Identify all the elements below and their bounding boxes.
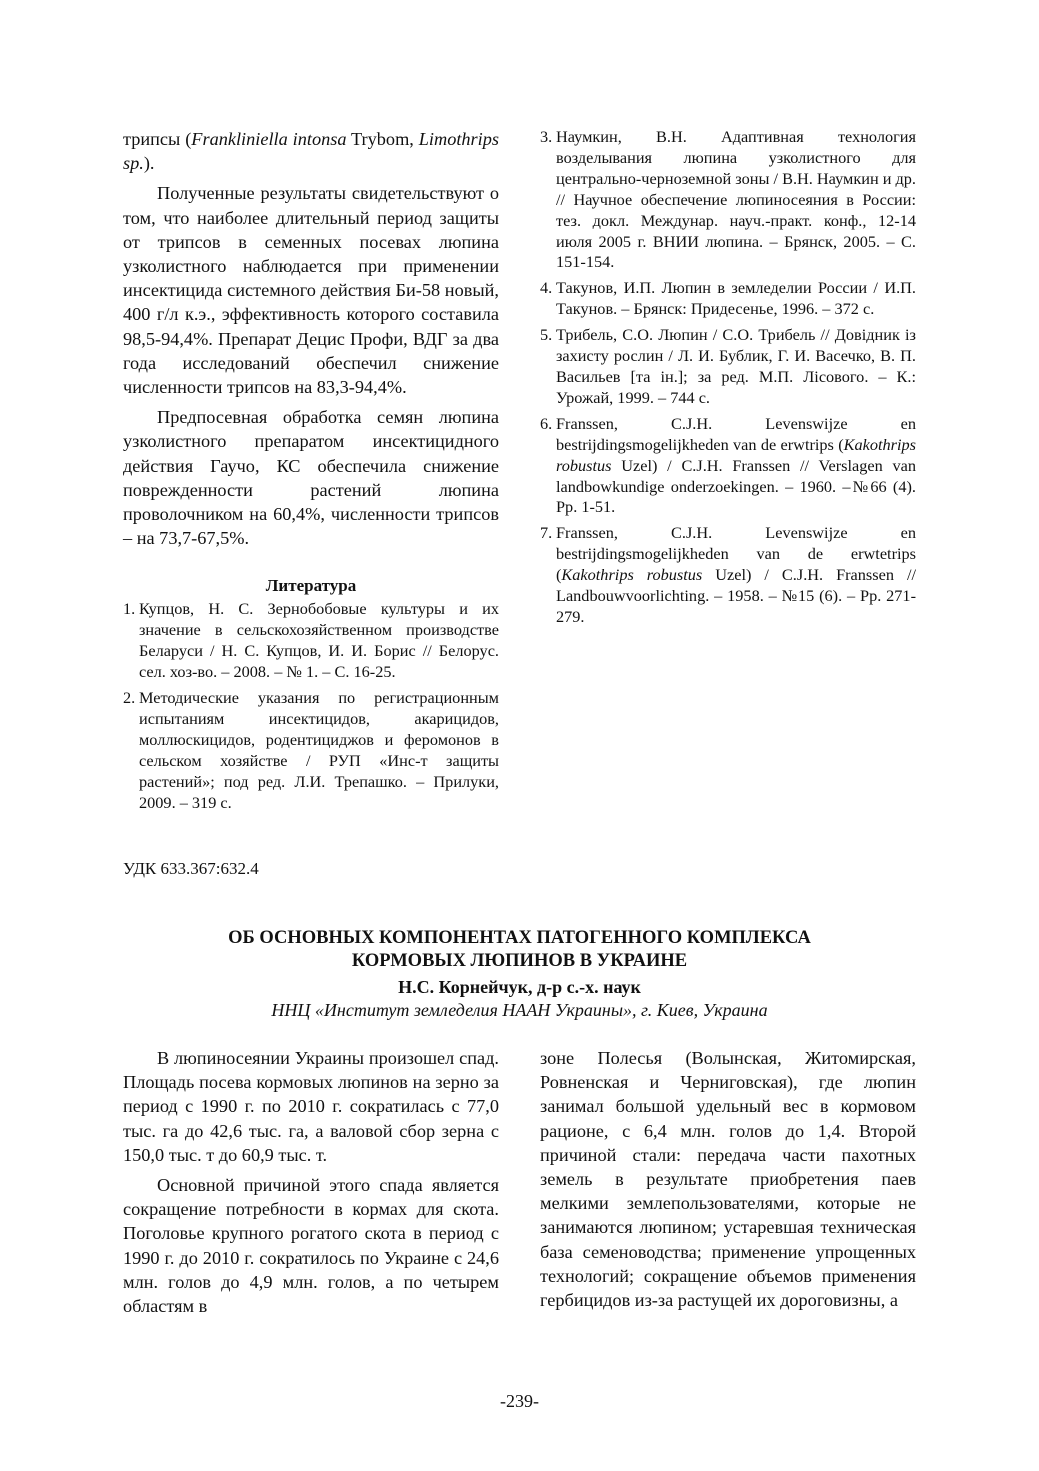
reference-number: 1.	[123, 599, 136, 619]
page-number: -239-	[500, 1391, 539, 1411]
upper-right-column	[540, 127, 916, 633]
reference-text: Franssen, C.J.H. Levenswijze en bestrijdingsmogelijkheden van de erwtrips (Kakothrips robustus Uzel) / C.J.H. Franssen // Verslagen van landbowkundige onderzoekingen. – 1960. –№66 (4). Pp. 1-51.	[556, 413, 916, 517]
reference-text: Такунов, И.П. Люпин в земледелии России / И.П. Такунов. – Брянск: Придесенье, 1996. – 372 с.	[556, 278, 916, 319]
reference-text: Наумкин, В.Н. Адаптивная технология возделывания люпина узколистного для центрально-черноземной зоны / В.Н. Наумкин и др. // Научное обеспечение люпиносеяния в России: тез. докл. Междунар. науч.-практ. конф., 12-14 июля 2005 г. ВНИИ люпина. – Брянск, 2005. – С. 151-154.	[556, 127, 916, 272]
article-paragraph-2: Основной причиной этого спада является сокращение потребности в кормах для скота. Поголовье крупного рогатого скота в период с 1990 г. до 2010 г. сократилось по Украине с 24,6 млн. голов до 4,9 млн. голов, а по четырем областям в	[123, 1175, 499, 1317]
reference-item	[540, 127, 916, 273]
species-name: Kakothrips robustus	[556, 434, 916, 475]
reference-item	[123, 599, 499, 683]
reference-item	[540, 278, 916, 320]
reference-text: Методические указания по регистрационным испытаниям инсектицидов, акарицидов, моллюскицидов, родентициджов и феромонов в сельском хозяйстве / РУП «Инс-т защиты растений»; под ред. Л.И. Трепашко. – Прилуки, 2009. – 319 с.	[139, 688, 499, 812]
reference-item	[540, 325, 916, 409]
upper-left-column	[123, 127, 499, 819]
paragraph-seed-treatment: Предпосевная обработка семян люпина узколистного препаратом инсектицидного действия Гаучо, КС обеспечила снижение поврежденности растений люпина проволочником на 60,4%, численности трипсов – на 73,7-67,5%.	[123, 407, 499, 549]
paragraph-results: Полученные результаты свидетельствуют о том, что наиболее длительный период защиты от трипсов в семенных посевах люпина узколистного наблюдается при применении инсектицида системного действия Би-58 новый, 400 г/л к.э., эффективность которого составила 98,5-94,4%. Препарат Децис Профи, ВДГ за два года исследований обеспечил снижение численности трипсов на 83,3-94,4%.	[123, 183, 499, 398]
reference-text: Franssen, C.J.H. Levenswijze en bestrijdingsmogelijkheden van de erwtetrips (Kakothrips robustus Uzel) / C.J.H. Franssen // Landbouwvoorlichting. – 1958. – №15 (6). – Pp. 271-279.	[556, 523, 917, 626]
reference-text: Купцов, Н. С. Зернобобовые культуры и их значение в сельскохозяйственном производстве Беларуси / Н. С. Купцов, И. И. Борис // Белорус. сел. хоз-во. – 2008. – № 1. – С. 16-25.	[139, 599, 499, 682]
reference-number: 5.	[540, 325, 553, 345]
reference-number: 4.	[540, 278, 553, 298]
article-left-column	[123, 1046, 499, 1318]
affiliation-line: ННЦ «Институт земледелия НААН Украины», г. Киев, Украина	[271, 1000, 768, 1020]
species-name: Kakothrips robustus	[561, 565, 703, 585]
reference-number: 2.	[123, 688, 136, 708]
species-name: Frankliniella intonsa	[191, 129, 347, 149]
reference-list-left	[123, 599, 499, 813]
reference-number: 6.	[540, 413, 553, 433]
genus-name: Limothrips sp.	[123, 129, 500, 174]
udk-code: УДК 633.367:632.4	[123, 859, 259, 878]
article-right-column	[540, 1046, 916, 1312]
literature-heading: Литература	[265, 576, 357, 596]
reference-number: 7.	[540, 523, 553, 543]
article-paragraph-3: зоне Полесья (Волынская, Житомирская, Ровненская и Черниговская), где люпин занимал большой удельный вес в кормовом рационе, с 6,4 млн. голов до 1,4. Второй причиной стали: передача части пахотных земель в результате приобретения паев мелкими землепользователями, которые не занимаются люпином; устаревшая техническая база семеноводства; применение упрощенных технологий; сокращение объемов применения гербицидов из-за растущей их дороговизны, а	[540, 1048, 916, 1311]
reference-number: 3.	[540, 127, 553, 146]
article-title	[0, 927, 1039, 973]
author-line: Н.С. Корнейчук, д-р с.-х. наук	[398, 977, 641, 997]
paragraph-thrips-species: трипсы (Frankliniella intonsa Trybom, Limothrips sp.).	[123, 129, 500, 174]
reference-item	[540, 414, 916, 519]
reference-item	[123, 688, 499, 813]
literature-section	[123, 576, 499, 813]
reference-text: Трибель, С.О. Люпин / С.О. Трибель // Довідник із захисту рослин / Л. И. Бублик, Г. И. Васечко, В. П. Васильев [та ін.]; за ред. М.П. Лісового. – К.: Урожай, 1999. – 744 с.	[556, 325, 916, 407]
reference-list-right	[540, 127, 916, 628]
title-line-2: КОРМОВЫХ ЛЮПИНОВ В УКРАИНЕ	[351, 951, 688, 971]
article-paragraph-1: В люпиносеянии Украины произошел спад. Площадь посева кормовых люпинов на зерно за период с 1990 г. по 2010 г. сократилась с 77,0 тыс. га до 42,6 тыс. га, а валовой сбор зерна с 150,0 тыс. т до 60,9 тыс. т.	[123, 1048, 499, 1165]
title-line-1: ОБ ОСНОВНЫХ КОМПОНЕНТАХ ПАТОГЕННОГО КОМПЛЕКСА	[228, 928, 811, 948]
reference-item	[540, 523, 916, 628]
